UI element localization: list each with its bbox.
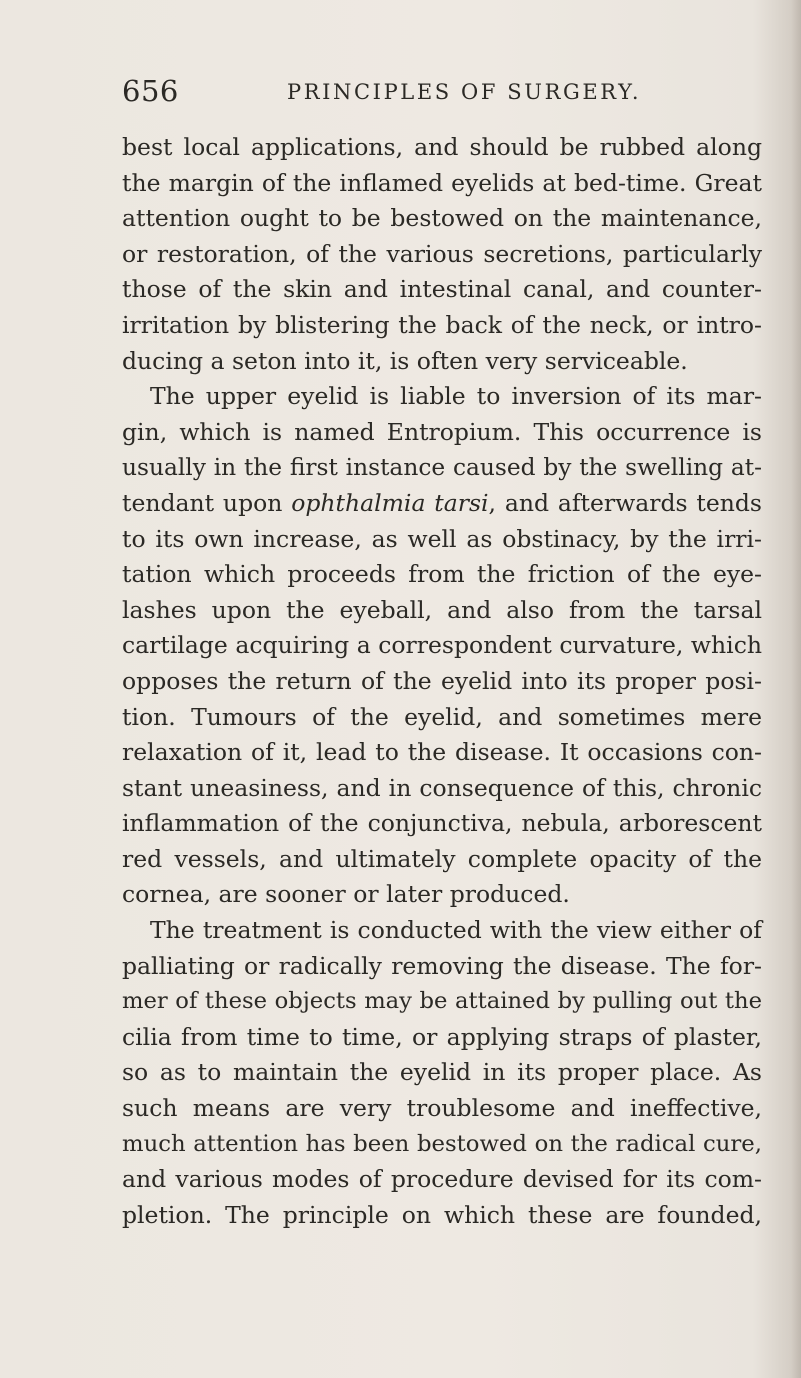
text-line: ducing a seton into it, is often very serviceable. <box>122 346 688 375</box>
text-line: tation which proceeds from the friction of the eye- <box>122 560 762 589</box>
text-line: inflammation of the conjunctiva, nebula, arborescent <box>122 809 762 838</box>
text-line: or restoration, of the various secretions, particularly <box>122 239 762 268</box>
text-line: palliating or radically removing the disease. The for- <box>122 951 762 980</box>
page-header <box>122 72 762 118</box>
text-line: cilia from time to time, or applying straps of plaster, <box>122 1022 762 1051</box>
text-line: best local applications, and should be rubbed along <box>122 133 762 161</box>
text-line: mer of these objects may be attained by pulling out the <box>122 988 762 1015</box>
text-line: the margin of the inflamed eyelids at bed-time. Great <box>122 168 762 197</box>
text-line: pletion. The principle on which these are founded, <box>122 1200 762 1229</box>
text-line: to its own increase, as well as obstinacy, by the irri- <box>122 524 762 553</box>
text-line: opposes the return of the eyelid into its proper posi- <box>122 666 762 695</box>
text-line: relaxation of it, lead to the disease. It occasions con- <box>122 738 762 767</box>
page-number: 656 <box>122 74 179 108</box>
text-line: attention ought to be bestowed on the maintenance, <box>122 204 762 233</box>
text-line: and various modes of procedure devised for its com- <box>122 1165 762 1194</box>
text-line: red vessels, and ultimately complete opacity of the <box>122 844 762 873</box>
text-line: cartilage acquiring a correspondent curvature, which <box>122 631 762 660</box>
body-text <box>122 130 762 1233</box>
text-line: so as to maintain the eyelid in its proper place. As <box>122 1058 762 1087</box>
text-line: irritation by blistering the back of the neck, or intro- <box>122 310 762 339</box>
text-line: gin, which is named Entropium. This occurrence is <box>122 417 762 446</box>
text-run: tendant upon <box>122 488 292 517</box>
text-line: usually in the first instance caused by the swelling at- <box>122 454 762 482</box>
text-line: cornea, are sooner or later produced. <box>122 880 570 909</box>
italic-term: ophthalmia tarsi <box>291 488 489 517</box>
text-line-with-italic <box>122 486 762 522</box>
text-line: those of the skin and intestinal canal, and counter- <box>122 275 762 304</box>
text-line: lashes upon the eyeball, and also from the tarsal <box>122 595 762 624</box>
text-line: such means are very troublesome and ineffective, <box>122 1094 762 1123</box>
text-line: much attention has been bestowed on the radical cure, <box>122 1130 762 1157</box>
text-line: tion. Tumours of the eyelid, and sometimes mere <box>122 702 762 731</box>
text-line: stant uneasiness, and in consequence of this, chronic <box>122 773 762 802</box>
page-edge-shadow <box>791 0 801 1378</box>
paragraph-start-line: The treatment is conducted with the view either of <box>150 916 762 945</box>
paragraph-start-line: The upper eyelid is liable to inversion of its mar- <box>150 382 762 411</box>
running-head: PRINCIPLES OF SURGERY. <box>287 80 642 104</box>
text-run: , and afterwards tends <box>488 488 762 517</box>
